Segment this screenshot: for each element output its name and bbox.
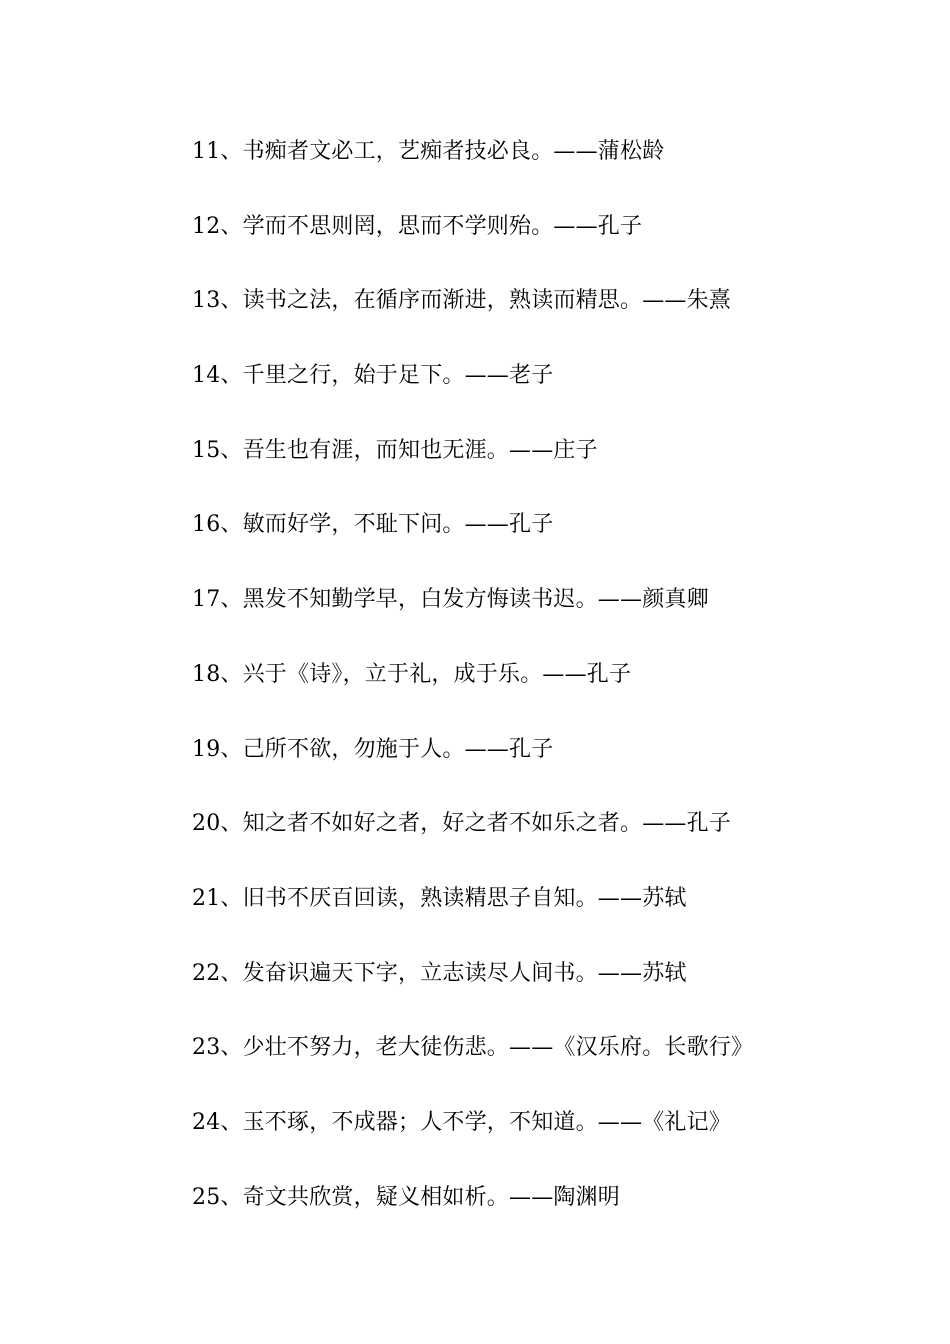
quote-line-24: 24、玉不琢，不成器；人不学，不知道。——《礼记》 bbox=[192, 1109, 731, 1135]
quote-line-21: 21、旧书不厌百回读，熟读精思子自知。——苏轼 bbox=[192, 885, 687, 911]
quote-line-18: 18、兴于《诗》，立于礼，成于乐。——孔子 bbox=[192, 661, 632, 687]
quote-line-11: 11、书痴者文必工，艺痴者技必良。——蒲松龄 bbox=[192, 139, 665, 164]
quote-line-13: 13、读书之法，在循序而渐进，熟读而精思。——朱熹 bbox=[192, 288, 731, 314]
quote-line-19: 19、己所不欲，勿施于人。——孔子 bbox=[192, 736, 554, 762]
quote-line-25: 25、奇文共欣赏，疑义相如析。——陶渊明 bbox=[192, 1184, 620, 1210]
quote-line-15: 15、吾生也有涯，而知也无涯。——庄子 bbox=[192, 437, 598, 463]
quote-line-23: 23、少壮不努力，老大徒伤悲。——《汉乐府。长歌行》 bbox=[192, 1035, 754, 1061]
quote-line-17: 17、黑发不知勤学早，白发方悔读书迟。——颜真卿 bbox=[192, 587, 709, 613]
quote-line-14: 14、千里之行，始于足下。——老子 bbox=[192, 363, 554, 389]
quote-line-22: 22、发奋识遍天下字，立志读尽人间书。——苏轼 bbox=[192, 960, 687, 986]
quote-line-16: 16、敏而好学，不耻下问。——孔子 bbox=[192, 512, 554, 538]
quote-list bbox=[192, 133, 912, 1253]
quote-line-12: 12、学而不思则罔，思而不学则殆。——孔子 bbox=[192, 213, 643, 239]
quote-line-20: 20、知之者不如好之者，好之者不如乐之者。——孔子 bbox=[192, 811, 731, 837]
